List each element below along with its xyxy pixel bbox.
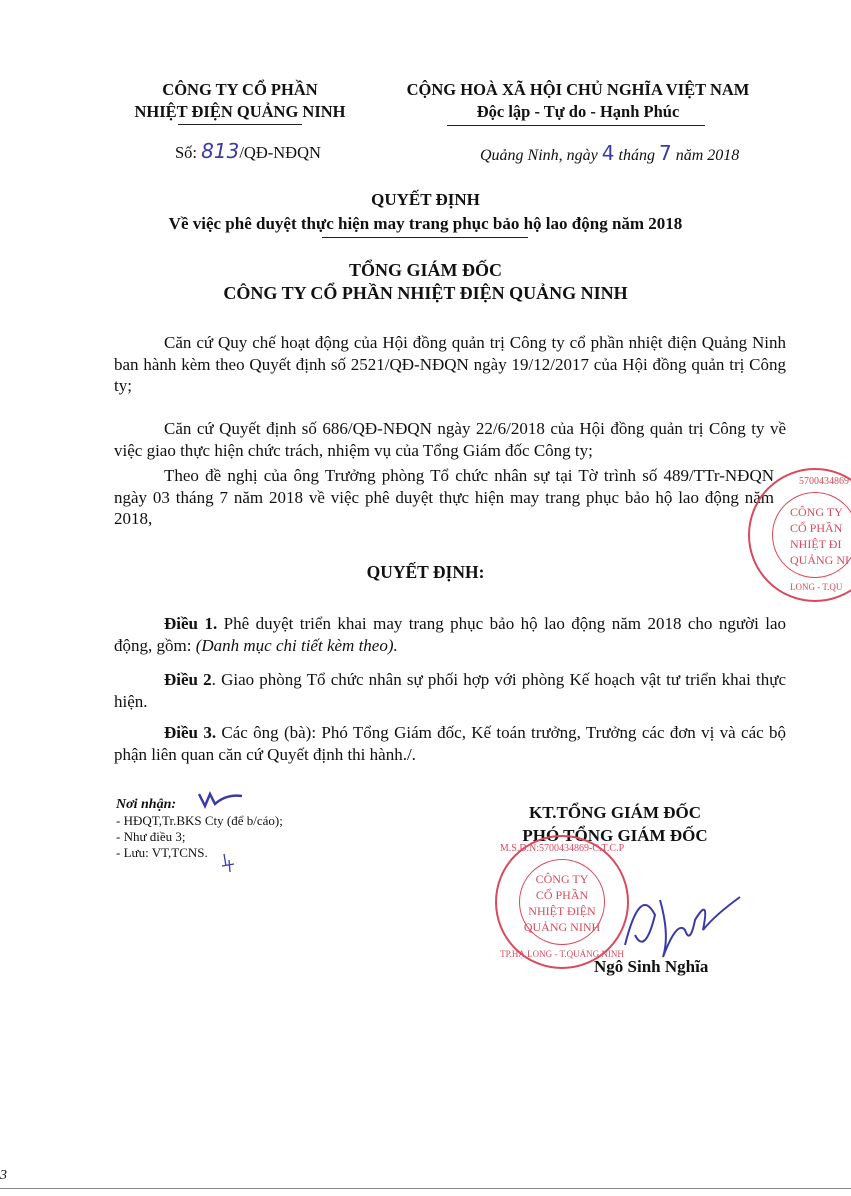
article-1-italic: (Danh mục chi tiết kèm theo). bbox=[195, 635, 398, 655]
recipient-item-2: - Như điều 3; bbox=[116, 829, 186, 844]
company-name-line1: CÔNG TY CỔ PHẦN bbox=[162, 80, 318, 99]
company-underline bbox=[178, 124, 302, 125]
signature-titles bbox=[470, 801, 760, 847]
seal-ring-bottom: TP.HẠ LONG - T.QUẢNG NINH bbox=[500, 949, 624, 959]
article-2-text: . Giao phòng Tổ chức nhân sự phối hợp với phòng Kế hoạch vật tư triển khai thực hiện. bbox=[114, 670, 786, 711]
article-3 bbox=[114, 722, 786, 765]
handwritten-signature bbox=[615, 875, 745, 965]
side-seal-center-text bbox=[772, 504, 851, 568]
recipients-label: Nơi nhận: bbox=[116, 797, 177, 812]
document-subject: Về việc phê duyệt thực hiện may trang phục bảo hộ lao động năm 2018 bbox=[168, 214, 683, 233]
article-3-text: Các ông (bà): Phó Tổng Giám đốc, Kế toán trưởng, Trưởng các đơn vị và các bộ phận liên quan căn cứ Quyết định thi hành./. bbox=[114, 723, 787, 764]
article-1-label: Điều 1. bbox=[164, 614, 218, 633]
bottom-rule bbox=[0, 1188, 851, 1189]
side-seal-ring-top: 5700434869 bbox=[799, 476, 849, 487]
company-seal-stamp bbox=[495, 835, 629, 969]
preamble-paragraph-1 bbox=[114, 332, 786, 397]
place-date bbox=[480, 141, 739, 165]
authority-block bbox=[0, 259, 851, 305]
article-1-text: Phê duyệt triển khai may trang phục bảo hộ lao động năm 2018 cho người lao động, gồm: bbox=[114, 614, 787, 655]
nation-line1: CỘNG HOÀ XÃ HỘI CHỦ NGHĨA VIỆT NAM bbox=[406, 80, 750, 99]
company-name-line2: NHIỆT ĐIỆN QUẢNG NINH bbox=[134, 102, 346, 121]
company-header bbox=[120, 79, 360, 123]
year-text: năm 2018 bbox=[675, 147, 740, 164]
side-seal-line-3: NHIỆT ĐI bbox=[790, 537, 842, 551]
article-2 bbox=[114, 669, 786, 712]
signature-title-1: KT.TỔNG GIÁM ĐỐC bbox=[528, 803, 702, 822]
side-seal-line-2: CỔ PHẦN bbox=[790, 521, 843, 535]
preamble-text-1: Căn cứ Quy chế hoạt động của Hội đồng quản trị Công ty cổ phần nhiệt điện Quảng Ninh ban hành kèm theo Quyết định số 2521/QĐ-NĐQN ngày 19/12/2017 của Hội đồng quản trị Công ty; bbox=[114, 333, 786, 395]
doc-number-handwritten: 813 bbox=[201, 139, 240, 163]
margin-mark: 3 bbox=[0, 1168, 7, 1183]
recipient-item-3: - Lưu: VT,TCNS. bbox=[116, 845, 208, 860]
month-word: tháng bbox=[618, 147, 655, 164]
seal-line-2: CỔ PHẦN bbox=[535, 888, 589, 902]
document-type: QUYẾT ĐỊNH bbox=[371, 190, 480, 209]
motto-line: Độc lập - Tự do - Hạnh Phúc bbox=[476, 102, 680, 121]
article-2-label: Điều 2 bbox=[164, 670, 212, 689]
recipient-item-1: - HĐQT,Tr.BKS Cty (để b/cáo); bbox=[116, 813, 283, 828]
side-seal-line-4: QUẢNG NI bbox=[790, 553, 849, 567]
seal-line-4: QUẢNG NINH bbox=[523, 920, 601, 934]
side-seal-line-1: CÔNG TY bbox=[790, 505, 843, 519]
seal-line-1: CÔNG TY bbox=[535, 872, 589, 886]
day-handwritten: 4 bbox=[601, 141, 615, 165]
month-handwritten: 7 bbox=[658, 141, 672, 165]
preamble-text-2: Căn cứ Quyết định số 686/QĐ-NĐQN ngày 22/6/2018 của Hội đồng quản trị Công ty về việc giao thực hiện chức trách, nhiệm vụ của Tổng Giám đốc Công ty; bbox=[114, 419, 786, 460]
article-1 bbox=[114, 613, 786, 656]
authority-line2: CÔNG TY CỔ PHẦN NHIỆT ĐIỆN QUẢNG NINH bbox=[223, 283, 628, 303]
preamble-text-3: Theo đề nghị của ông Trưởng phòng Tổ chức nhân sự tại Tờ trình số 489/TTr-NĐQN ngày 03 tháng 7 năm 2018 về việc phê duyệt thực hiện may trang phục bảo hộ lao động năm 2018, bbox=[114, 466, 774, 528]
article-3-label: Điều 3. bbox=[164, 723, 217, 742]
side-seal-ring-bottom: LONG - T.QU bbox=[790, 582, 843, 592]
seal-center-text bbox=[519, 871, 605, 935]
seal-line-3: NHIỆT ĐIỆN bbox=[528, 904, 596, 918]
subject-underline bbox=[322, 237, 528, 238]
preamble-paragraph-2 bbox=[114, 418, 786, 461]
doc-number-suffix: /QĐ-NĐQN bbox=[239, 143, 321, 162]
place-date-prefix: Quảng Ninh, ngày bbox=[480, 147, 598, 164]
authority-line1: TỔNG GIÁM ĐỐC bbox=[349, 260, 502, 280]
document-number bbox=[175, 139, 321, 163]
signer-name: Ngô Sinh Nghĩa bbox=[594, 957, 709, 976]
motto-underline bbox=[447, 125, 705, 126]
small-ink-mark bbox=[220, 852, 240, 874]
signature-title-2: PHÓ TỔNG GIÁM ĐỐC bbox=[522, 826, 708, 845]
initials-mark bbox=[196, 788, 246, 810]
decision-heading: QUYẾT ĐỊNH: bbox=[366, 562, 485, 582]
doc-number-prefix: Số: bbox=[175, 143, 198, 162]
seal-ring-top: M.S.D.N:5700434869-C.T.C.P bbox=[499, 843, 625, 854]
preamble-paragraph-3 bbox=[114, 465, 774, 530]
nation-header bbox=[378, 79, 778, 123]
